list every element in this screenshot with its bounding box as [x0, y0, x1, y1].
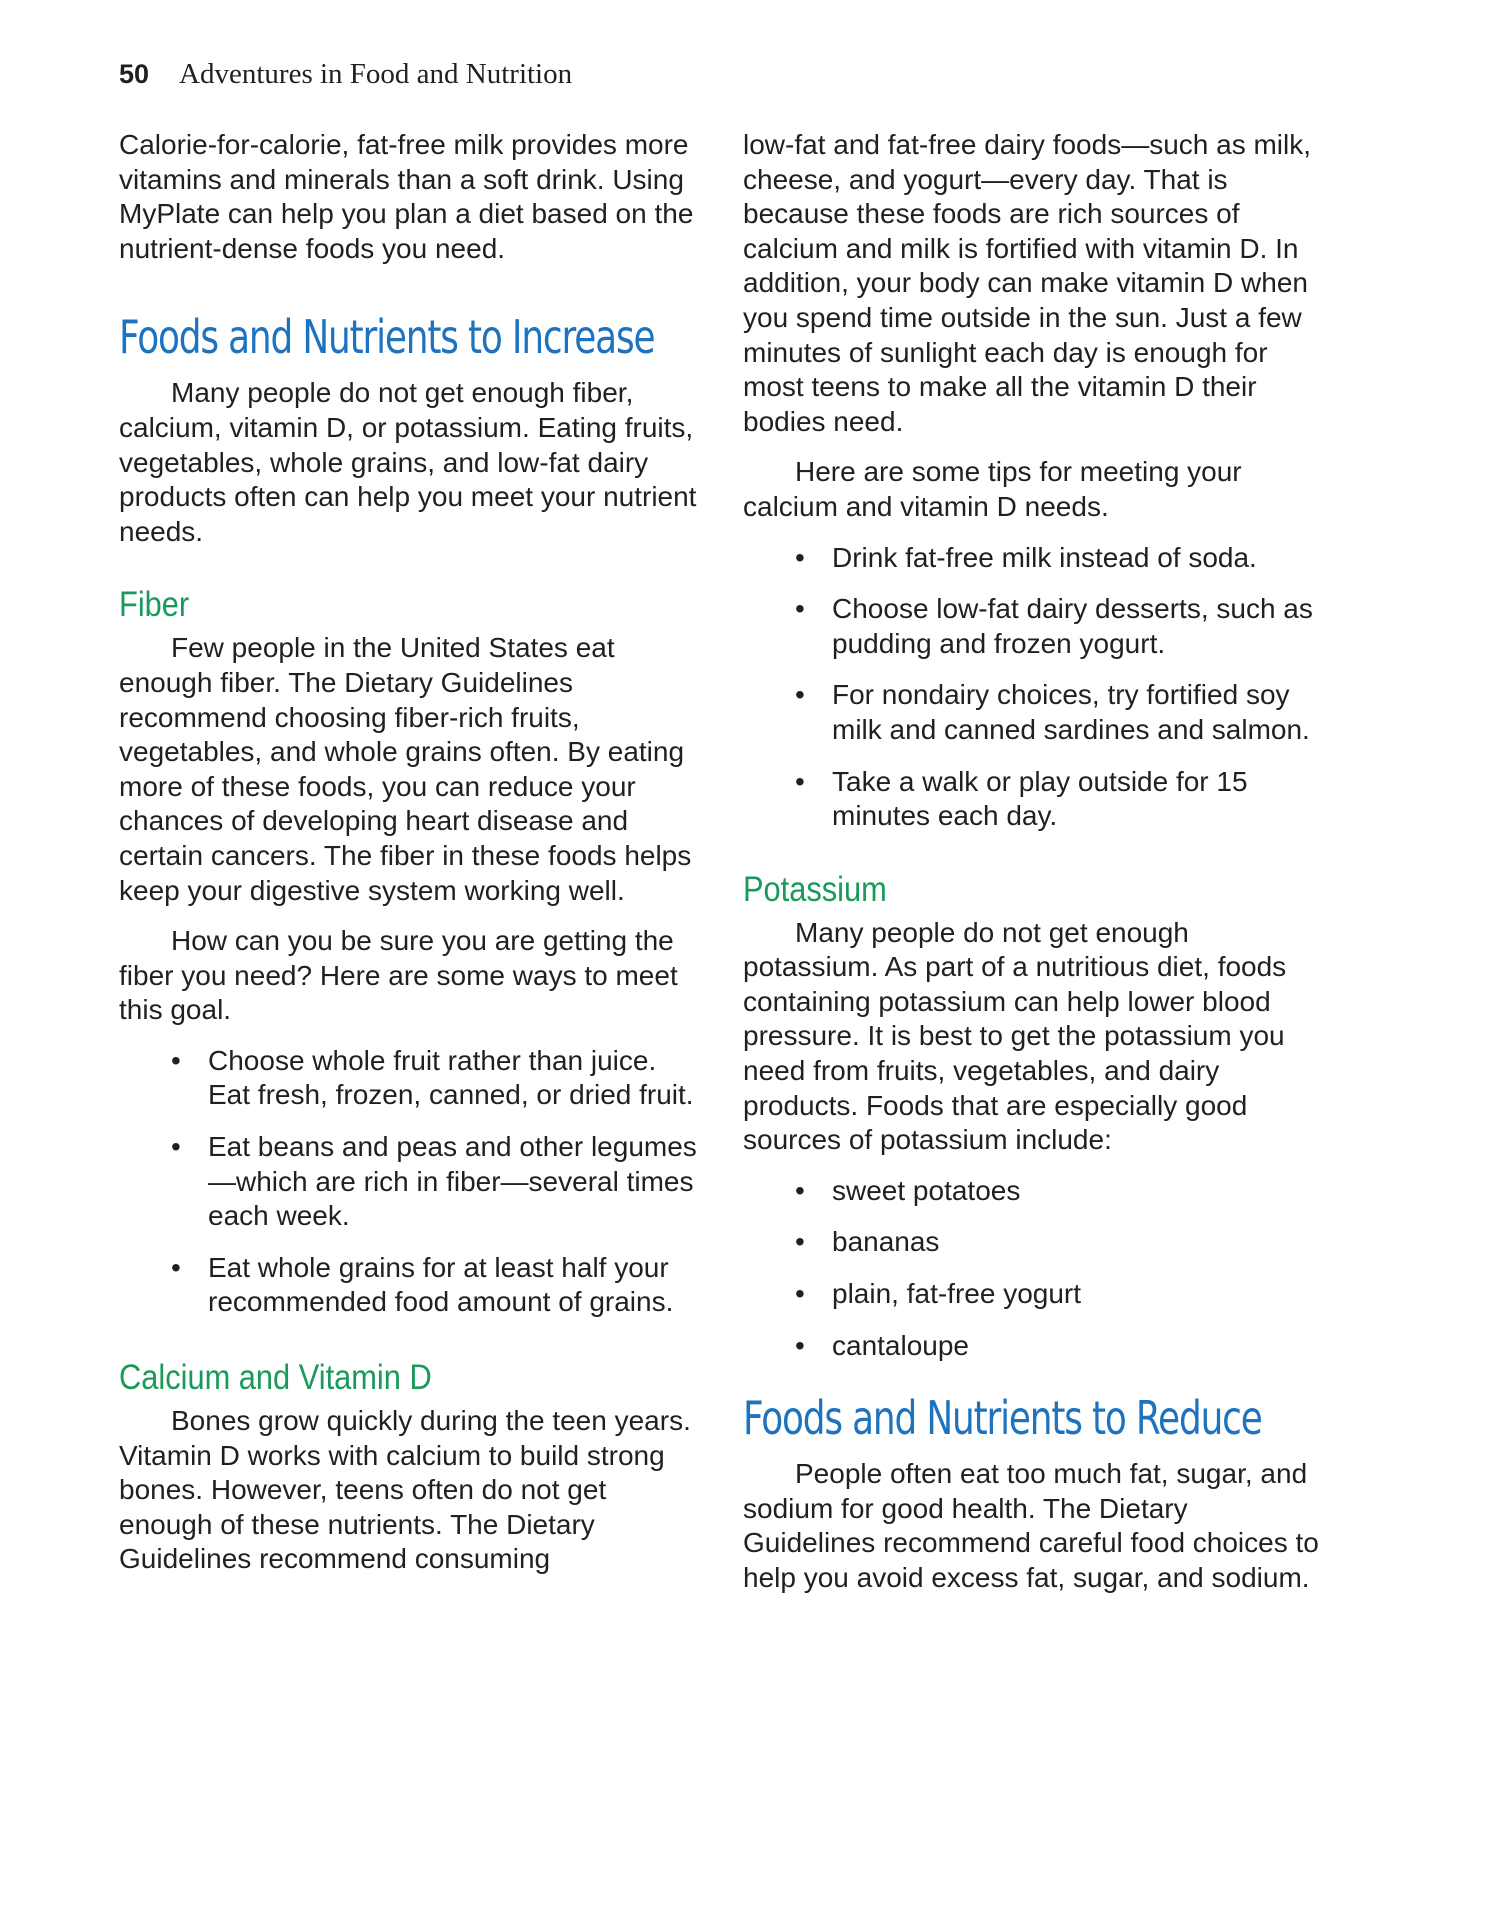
bullet-icon: • [171, 1251, 181, 1283]
page-header [119, 58, 572, 91]
list-item-text: For nondairy choices, try fortified soy milk and canned sardines and salmon. [832, 679, 1310, 745]
list-item-text: bananas [832, 1226, 940, 1258]
list-item-text: Choose whole fruit rather than juice. Eat fresh, frozen, canned, or dried fruit. [208, 1044, 694, 1111]
bullet-icon: • [795, 1226, 805, 1258]
bullet-icon: • [795, 1278, 805, 1310]
list-item-text: Drink fat-free milk instead of soda. [832, 541, 1257, 573]
reduce-heading: Foods and Nutrients to Reduce [743, 1391, 1262, 1446]
bullet-icon: • [795, 593, 805, 625]
list-item [795, 765, 1323, 834]
list-item [795, 1174, 1323, 1209]
fiber-paragraph-2: How can you be sure you are getting the fiber you need? Here are some ways to meet this goal. [119, 925, 678, 1026]
increase-heading: Foods and Nutrients to Increase [119, 310, 655, 365]
list-item [795, 592, 1323, 661]
bullet-icon: • [795, 1329, 805, 1361]
list-item-text: Eat beans and peas and other legumes—which are rich in fiber—several times each week. [208, 1131, 697, 1232]
fiber-bullet-list [119, 1044, 699, 1320]
list-item [171, 1251, 699, 1320]
list-item-text: Take a walk or play outside for 15 minutes each day. [832, 765, 1248, 832]
list-item-text: cantaloupe [832, 1329, 970, 1361]
calcium-heading: Calcium and Vitamin D [119, 1358, 432, 1398]
calcium-paragraph: Bones grow quickly during the teen years. Vitamin D works with calcium to build strong bones. However, teens often do not get enough of these nutrients. The Dietary Guidelines recommend consuming [119, 1405, 691, 1575]
list-item [795, 541, 1323, 576]
fiber-paragraph-1: Few people in the United States eat enough fiber. The Dietary Guidelines recommend choosing fiber-rich fruits, vegetables, and whole grains often. By eating more of these foods, you can reduce your chances of developing heart disease and certain cancers. The fiber in these foods helps keep your digestive system working well. [119, 632, 692, 906]
list-item [171, 1044, 699, 1113]
bullet-icon: • [795, 1174, 805, 1206]
page-number: 50 [119, 59, 150, 89]
potassium-heading: Potassium [743, 869, 887, 909]
reduce-paragraph: People often eat too much fat, sugar, and sodium for good health. The Dietary Guidelines recommend careful food choices to help you avoid excess fat, sugar, and sodium. [743, 1458, 1319, 1593]
calcium-bullet-list [743, 541, 1323, 834]
list-item [795, 1225, 1323, 1260]
potassium-bullet-list [743, 1174, 1323, 1363]
book-title: Adventures in Food and Nutrition [179, 58, 573, 90]
tips-paragraph: Here are some tips for meeting your calcium and vitamin D needs. [743, 456, 1242, 522]
list-item [795, 1277, 1323, 1312]
list-item [171, 1130, 699, 1234]
list-item-text: sweet potatoes [832, 1174, 1021, 1206]
calcium-continued-paragraph: low-fat and fat-free dairy foods—such as milk, cheese, and yogurt—every day. That is because these foods are rich sources of calcium and milk is fortified with vitamin D. In addition, your body can make vitamin D when you spend time outside in the sun. Just a few minutes of sunlight each day is enough for most teens to make all the vitamin D their bodies need. [743, 129, 1312, 437]
bullet-icon: • [171, 1131, 181, 1163]
bullet-icon: • [795, 765, 805, 797]
increase-paragraph: Many people do not get enough fiber, calcium, vitamin D, or potassium. Eating fruits, vegetables, whole grains, and low-fat dairy products often can help you meet your nutrient needs. [119, 377, 697, 547]
left-column [119, 128, 699, 1593]
list-item-text: Eat whole grains for at least half your recommended food amount of grains. [208, 1251, 674, 1318]
bullet-icon: • [795, 541, 805, 573]
bullet-icon: • [795, 679, 805, 711]
intro-paragraph: Calorie-for-calorie, fat-free milk provides more vitamins and minerals than a soft drink. Using MyPlate can help you plan a diet based on the nutrient-dense foods you need. [119, 129, 694, 264]
fiber-heading: Fiber [119, 585, 190, 625]
right-column [743, 128, 1323, 1612]
bullet-icon: • [171, 1044, 181, 1076]
list-item [795, 678, 1323, 747]
list-item-text: Choose low-fat dairy desserts, such as pudding and frozen yogurt. [832, 593, 1313, 659]
potassium-paragraph: Many people do not get enough potassium. As part of a nutritious diet, foods containing potassium can help lower blood pressure. It is best to get the potassium you need from fruits, vegetables, and dairy products. Foods that are especially good sources of potassium include: [743, 916, 1287, 1156]
list-item [795, 1329, 1323, 1364]
list-item-text: plain, fat-free yogurt [832, 1278, 1082, 1310]
